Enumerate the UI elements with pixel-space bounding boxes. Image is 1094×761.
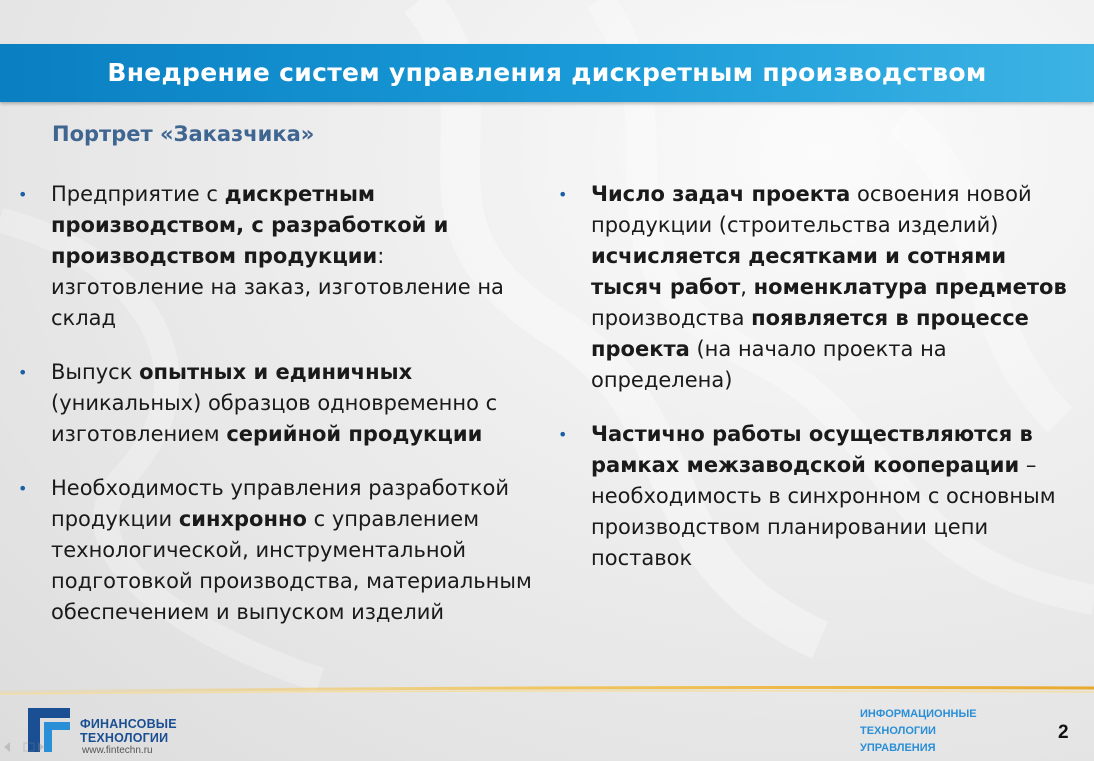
bullet-text-bold: дискретным производством, с разработкой и производством продукции <box>51 182 449 268</box>
bullet-text: , <box>740 275 754 299</box>
bullet-text-bold: Частично работы осуществляются в рамках межзаводской кооперации <box>591 422 1033 477</box>
logo-url[interactable]: www.fintechn.ru <box>82 745 153 756</box>
tagline-line2: ТЕХНОЛОГИИ <box>860 725 936 737</box>
right-bullet-column <box>558 179 1078 597</box>
logo-line2: ТЕХНОЛОГИИ <box>80 731 169 745</box>
right-bullet-1 <box>558 179 1078 396</box>
slide-subtitle: Портрет «Заказчика» <box>52 122 315 146</box>
slide-nav-icons[interactable] <box>0 740 80 754</box>
bullet-text: производства <box>591 306 752 330</box>
left-bullet-column <box>18 179 538 651</box>
bullet-text: Выпуск <box>51 360 140 384</box>
bullet-text-bold: исчисляется десятками и сотнями тысяч работ <box>591 244 1007 299</box>
tagline-line1: ИНФОРМАЦИОННЫЕ <box>860 708 977 720</box>
bullet-dot-icon: • <box>558 425 568 444</box>
bullet-text-bold: номенклатура предметов <box>753 275 1067 299</box>
bullet-text-bold: синхронно <box>178 507 307 531</box>
page-number: 2 <box>1058 722 1069 743</box>
bullet-text-bold: появляется в процессе проекта <box>591 306 1029 361</box>
bullet-text: с управлением технологической, инструментальной подготовкой производства, материальным обеспечением и выпуском изделий <box>51 507 532 624</box>
left-bullet-3 <box>18 473 538 628</box>
title-bar <box>0 44 1094 102</box>
bullet-dot-icon: • <box>558 185 568 204</box>
bullet-text-bold: опытных и единичных <box>139 360 413 384</box>
bullet-text: (на начало проекта на определена) <box>591 337 947 392</box>
logo-line1: ФИНАНСОВЫЕ <box>80 717 177 731</box>
footer-tagline <box>860 706 977 757</box>
bullet-dot-icon: • <box>18 185 28 204</box>
slide-title: Внедрение систем управления дискретным производством <box>107 58 987 87</box>
bullet-text: Необходимость управления разработкой продукции <box>51 476 510 531</box>
bullet-text: освоения новой продукции (строительства изделий) <box>591 182 1032 237</box>
gold-divider <box>0 684 1094 696</box>
bullet-dot-icon: • <box>18 363 28 382</box>
bullet-text: – необходимость в синхронном с основным производством планировании цепи поставок <box>591 453 1056 570</box>
left-bullet-1 <box>18 179 538 334</box>
bullet-text: (уникальных) образцов одновременно с изготовлением <box>51 391 498 446</box>
bullet-text: Предприятие с <box>51 182 225 206</box>
left-bullet-2 <box>18 357 538 450</box>
right-bullet-2 <box>558 419 1078 574</box>
bullet-text-bold: Число задач проекта <box>591 182 851 206</box>
tagline-line3: УПРАВЛЕНИЯ <box>860 742 936 754</box>
bullet-dot-icon: • <box>18 479 28 498</box>
bullet-text: : изготовление на заказ, изготовление на склад <box>51 244 504 330</box>
bullet-text-bold: серийной продукции <box>226 422 483 446</box>
